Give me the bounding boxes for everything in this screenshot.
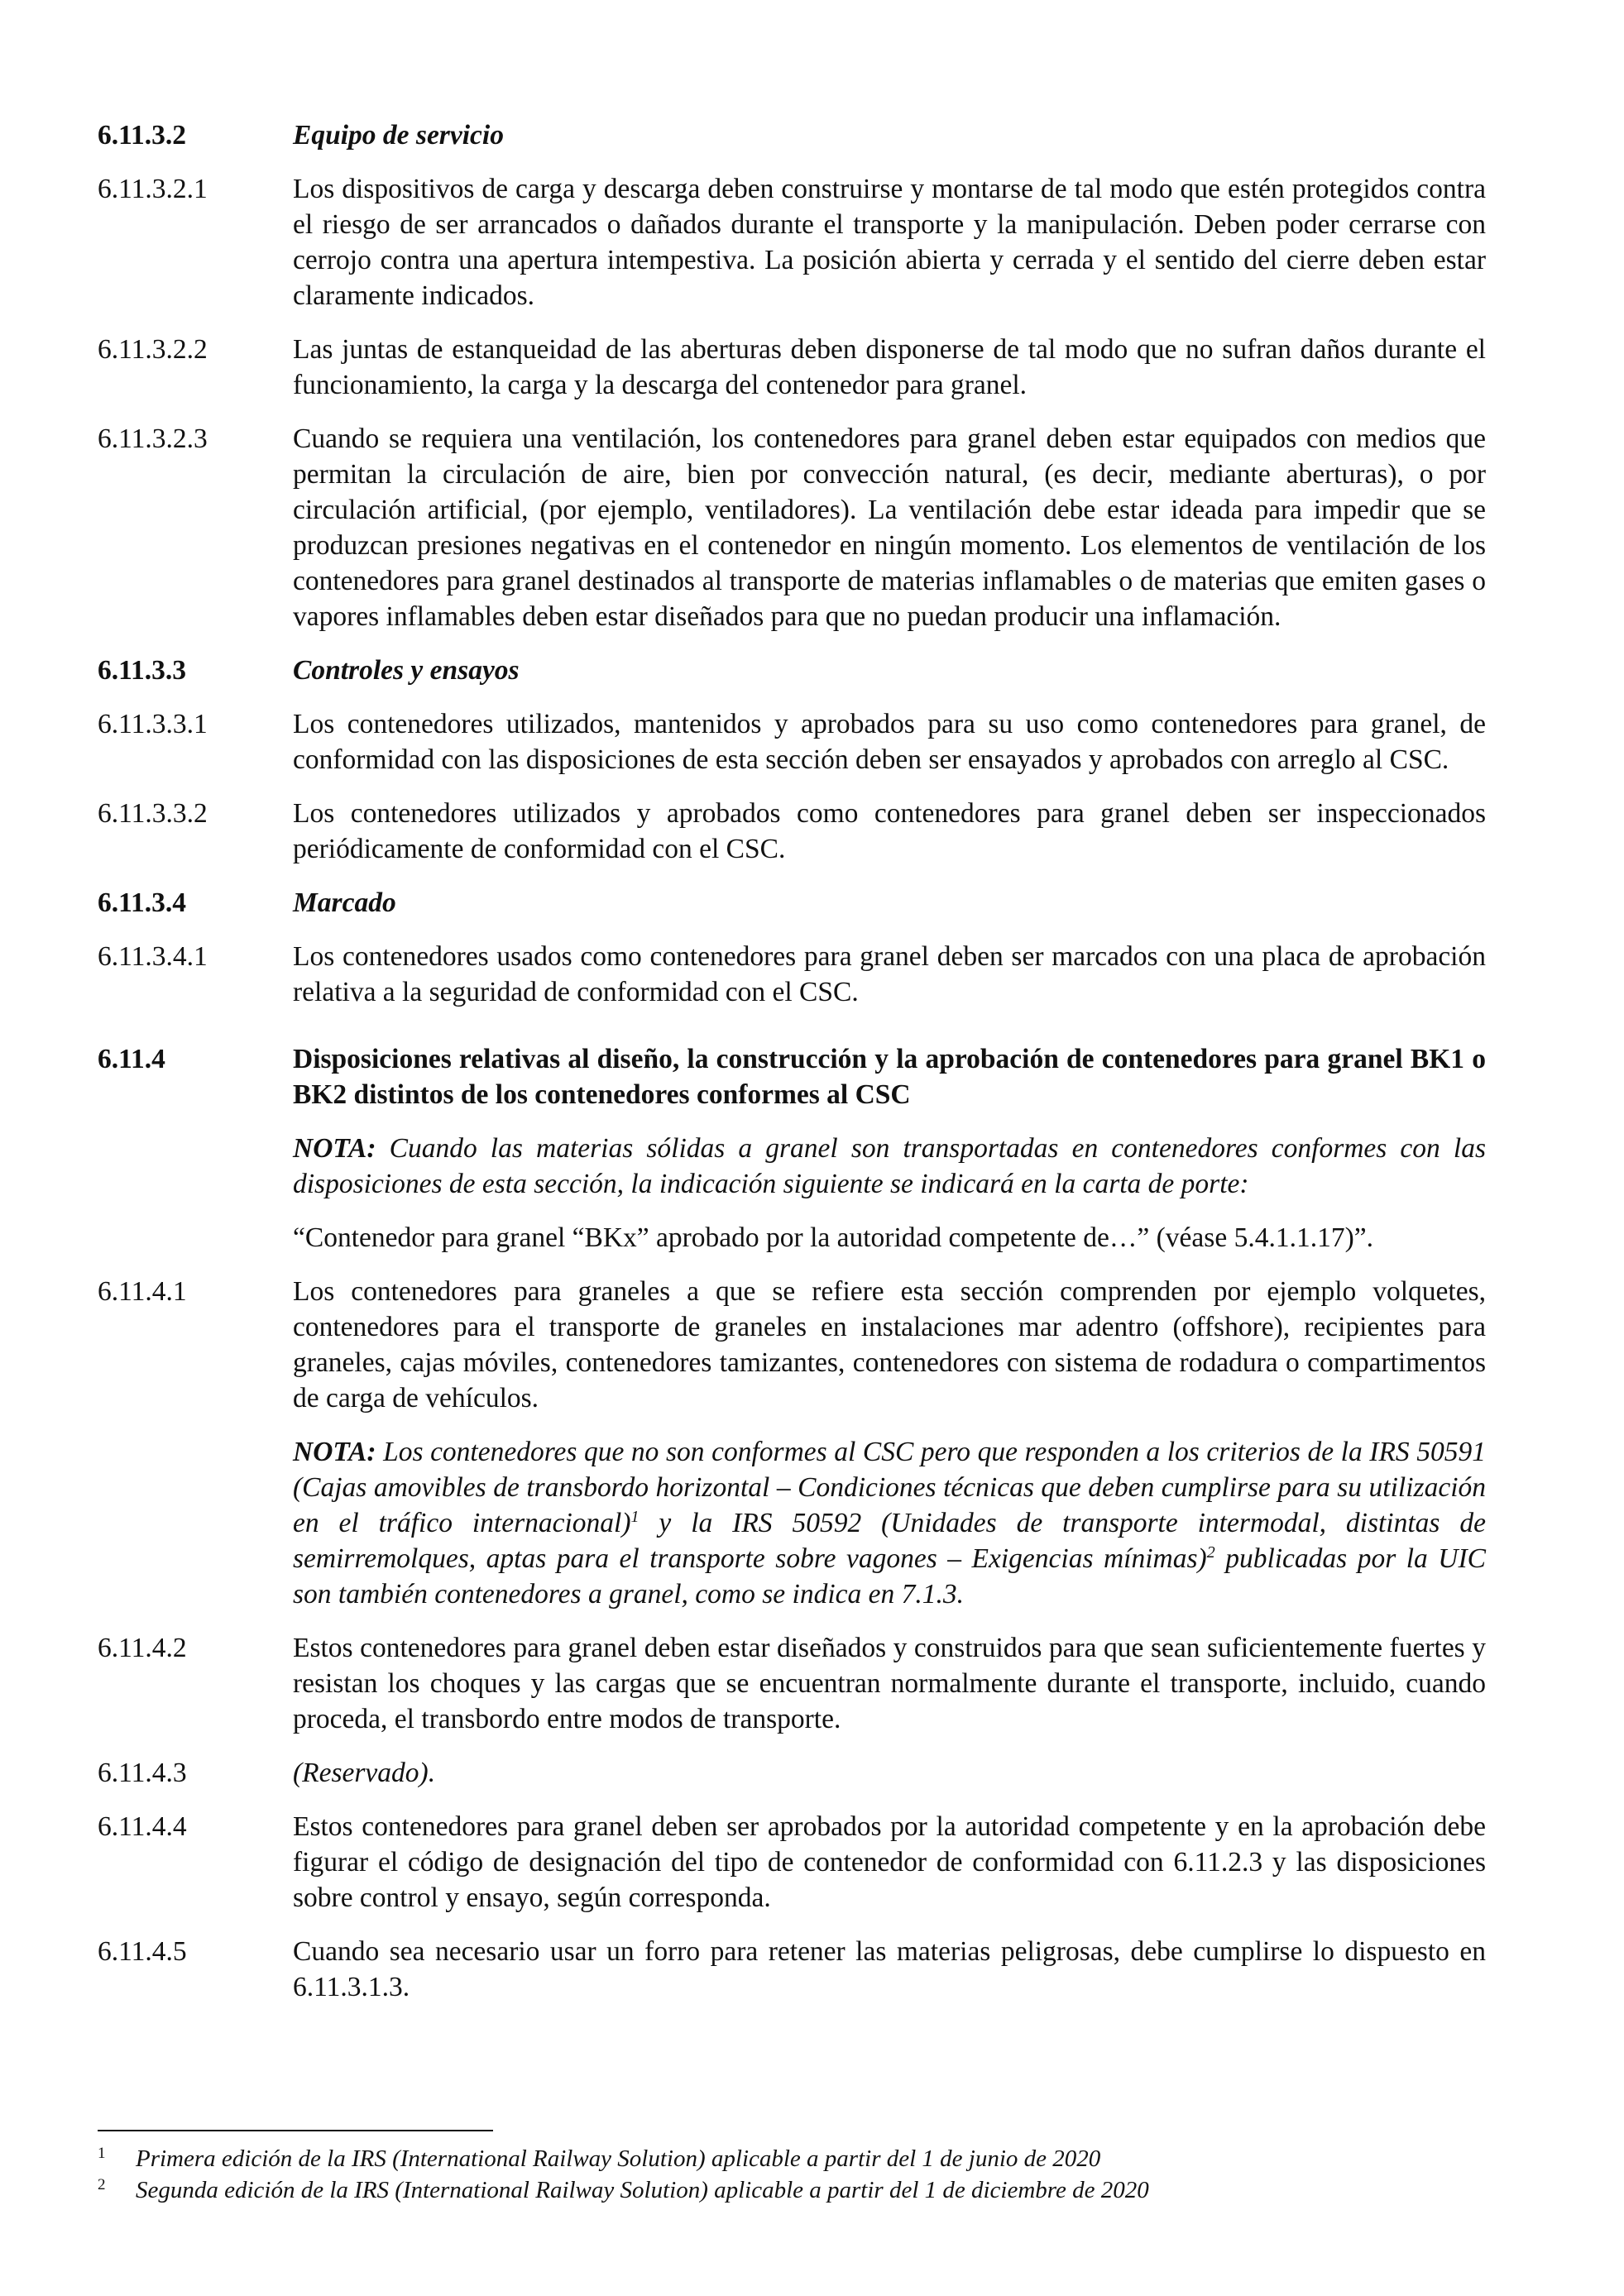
section-number: 6.11.3.4 [98, 887, 187, 918]
paragraph-number: 6.11.3.2.1 [98, 174, 208, 204]
section-number: 6.11.3.2 [98, 120, 187, 151]
section-number: 6.11.4 [98, 1044, 165, 1074]
paragraph [98, 1809, 1486, 1916]
paragraph-number: 6.11.4.2 [98, 1633, 187, 1663]
note [98, 1131, 1486, 1202]
paragraph-text: Los contenedores para graneles a que se refiere esta sección comprenden por ejemplo volquetes, contenedores para el transporte de graneles en instalaciones mar adentro (offshore), recipientes para graneles, cajas móviles, contenedores tamizantes, contenedores con sistema de rodadura o compartimentos de carga de vehículos. [293, 1276, 1486, 1413]
document-body [98, 117, 1486, 2005]
quoted-indication: “Contenedor para granel “BKx” aprobado por la autoridad competente de…” (véase 5.4.1.1.17)”. [293, 1222, 1373, 1253]
paragraph-text: Cuando se requiera una ventilación, los contenedores para granel deben estar equipados con medios que permitan la circulación de aire, bien por convección natural, (es decir, mediante aberturas), o por circulación artificial, (por ejemplo, ventiladores). La ventilación debe estar ideada para impedir que se produzcan presiones negativas en el contenedor en ningún momento. Los elementos de ventilación de los contenedores para granel destinados al transporte de materias inflamables o de materias que emiten gases o vapores inflamables deben estar diseñados para que no puedan producir una inflamación. [293, 423, 1486, 632]
footnote-number: 2 [98, 2176, 106, 2193]
note [98, 1434, 1486, 1612]
footnote-text: Segunda edición de la IRS (International Railway Solution) aplicable a partir del 1 de diciembre de 2020 [136, 2177, 1149, 2203]
paragraph-text: Estos contenedores para granel deben estar diseñados y construidos para que sean suficientemente fuertes y resistan los choques y las cargas que se encuentran normalmente durante el transporte, incluido, cuando proceda, el transbordo entre modos de transporte. [293, 1633, 1486, 1734]
section-title: Controles y ensayos [293, 655, 520, 686]
footnote-number: 1 [98, 2145, 106, 2162]
section-heading [98, 653, 1486, 688]
paragraph [98, 939, 1486, 1010]
paragraph-number: 6.11.3.2.2 [98, 334, 208, 365]
paragraph-number: 6.11.3.2.3 [98, 423, 208, 454]
footnote-ref: 2 [1206, 1543, 1215, 1562]
paragraph-number: 6.11.3.4.1 [98, 941, 208, 972]
note-text [293, 1434, 1486, 1612]
footnote-separator [98, 2130, 493, 2131]
section-title: Equipo de servicio [293, 120, 504, 151]
paragraph [98, 421, 1486, 634]
note-body-part: y la IRS 50592 (Unidades de transporte intermodal, distintas de semirremolques, aptas para el transporte sobre vagones – Exigencias mínimas) [293, 1508, 1486, 1574]
footnote-text: Primera edición de la IRS (International Railway Solution) aplicable a partir del 1 de junio de 2020 [136, 2145, 1101, 2172]
paragraph-number: 6.11.3.3.2 [98, 798, 208, 829]
paragraph-text: Las juntas de estanqueidad de las aberturas deben disponerse de tal modo que no sufran daños durante el funcionamiento, la carga y la descarga del contenedor para granel. [293, 334, 1486, 400]
paragraph-number: 6.11.4.3 [98, 1758, 187, 1788]
paragraph-number: 6.11.4.1 [98, 1276, 187, 1307]
note-body-part: Los contenedores que no son conformes al CSC pero que responden a los criterios de la IRS 50591 (Cajas amovibles de transbordo horizontal – Condiciones técnicas que deben cumplirse para su utilización en el tráfico internacional) [293, 1437, 1486, 1538]
note-text [293, 1131, 1486, 1202]
paragraph-number: 6.11.4.4 [98, 1811, 187, 1842]
paragraph [98, 1934, 1486, 2005]
paragraph [98, 1630, 1486, 1737]
note-body: Cuando las materias sólidas a granel son transportadas en contenedores conformes con las disposiciones de esta sección, la indicación siguiente se indicará en la carta de porte: [293, 1133, 1486, 1199]
paragraph [98, 1755, 1486, 1791]
section-title: Marcado [293, 887, 396, 918]
paragraph-text: Los contenedores utilizados, mantenidos y aprobados para su uso como contenedores para granel, de conformidad con las disposiciones de esta sección deben ser ensayados y aprobados con arreglo al CSC. [293, 709, 1486, 775]
paragraph-text: Cuando sea necesario usar un forro para retener las materias peligrosas, debe cumplirse lo dispuesto en 6.11.3.1.3. [293, 1936, 1486, 2002]
note-label: NOTA: [293, 1133, 376, 1164]
note-label: NOTA: [293, 1437, 376, 1467]
paragraph-text: (Reservado). [293, 1758, 436, 1788]
paragraph [98, 796, 1486, 867]
paragraph [98, 1220, 1486, 1256]
section-number: 6.11.3.3 [98, 655, 187, 686]
footnote [98, 2144, 1486, 2174]
paragraph-number: 6.11.3.3.1 [98, 709, 208, 739]
paragraph-text: Los dispositivos de carga y descarga deben construirse y montarse de tal modo que estén protegidos contra el riesgo de ser arrancados o dañados durante el transporte y la manipulación. Deben poder cerrarse con cerrojo contra una apertura intempestiva. La posición abierta y cerrada y el sentido del cierre deben estar claramente indicados. [293, 174, 1486, 311]
paragraph [98, 332, 1486, 403]
paragraph-text: Los contenedores utilizados y aprobados como contenedores para granel deben ser inspeccionados periódicamente de conformidad con el CSC. [293, 798, 1486, 864]
section-heading [98, 885, 1486, 921]
paragraph [98, 171, 1486, 313]
paragraph-text: Los contenedores usados como contenedores para granel deben ser marcados con una placa de aprobación relativa a la seguridad de conformidad con el CSC. [293, 941, 1486, 1007]
note-body-part: publicadas por la UIC son también contenedores a granel, como se indica en 7.1.3. [293, 1543, 1486, 1610]
paragraph-number: 6.11.4.5 [98, 1936, 187, 1967]
section-title: Disposiciones relativas al diseño, la construcción y la aprobación de contenedores para granel BK1 o BK2 distintos de los contenedores conformes al CSC [293, 1044, 1486, 1110]
section-heading [98, 1041, 1486, 1112]
paragraph [98, 1274, 1486, 1416]
paragraph-text: Estos contenedores para granel deben ser aprobados por la autoridad competente y en la aprobación debe figurar el código de designación del tipo de contenedor de conformidad con 6.11.2.3 y las disposiciones sobre control y ensayo, según corresponda. [293, 1811, 1486, 1913]
footnote-ref: 1 [630, 1507, 640, 1526]
paragraph [98, 706, 1486, 777]
footnote [98, 2175, 1486, 2205]
section-heading [98, 117, 1486, 153]
